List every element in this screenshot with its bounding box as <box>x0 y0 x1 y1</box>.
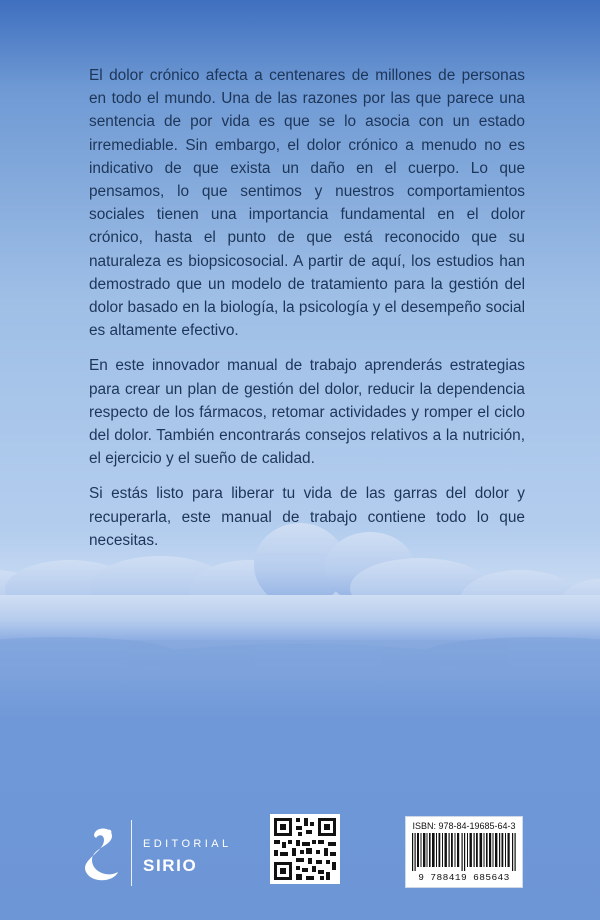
isbn-barcode <box>405 816 523 888</box>
synopsis-paragraph: En este innovador manual de trabajo aprenderás estrategias para crear un plan de gestión del dolor, reducir la dependencia respecto de los fármacos, retomar actividades y romper el ciclo del dolor. También encontrarás consejos relativos a la nutrición, el ejercicio y el sueño de calidad. <box>89 357 525 468</box>
isbn-label: ISBN: 978-84-19685-64-3 <box>412 821 516 831</box>
publisher-logo <box>82 818 252 888</box>
ean-digits: 9 788419 685643 <box>418 872 510 883</box>
qr-code-icon <box>270 814 340 884</box>
publisher-line-2: SIRIO <box>143 856 198 875</box>
swan-s-icon <box>82 822 122 884</box>
synopsis-paragraph: El dolor crónico afecta a centenares de millones de personas en todo el mundo. Una de las razones por las que parece una sentencia de por vida es que se lo asocia con un estado irremediable. Sin embargo, el dolor crónico a menudo no es indicativo de que exista un daño en el cuerpo. Lo que pensamos, lo que sentimos y nuestros comportamientos sociales tienen una importancia fundamental en el dolor crónico, hasta el punto de que está reconocido que su naturaleza es biopsicosocial. A partir de aquí, los estudios han demostrado que un modelo de tratamiento para la gestión del dolor basado en la biología, la psicología y el desempeño social es altamente efectivo. <box>89 67 525 340</box>
synopsis-paragraph: Si estás listo para liberar tu vida de las garras del dolor y recuperarla, este manual de trabajo contiene todo lo que necesitas. <box>89 485 525 549</box>
synopsis-text <box>89 64 525 564</box>
barcode-icon <box>412 833 516 871</box>
logo-divider <box>131 820 132 886</box>
publisher-line-1: EDITORIAL <box>143 838 232 850</box>
